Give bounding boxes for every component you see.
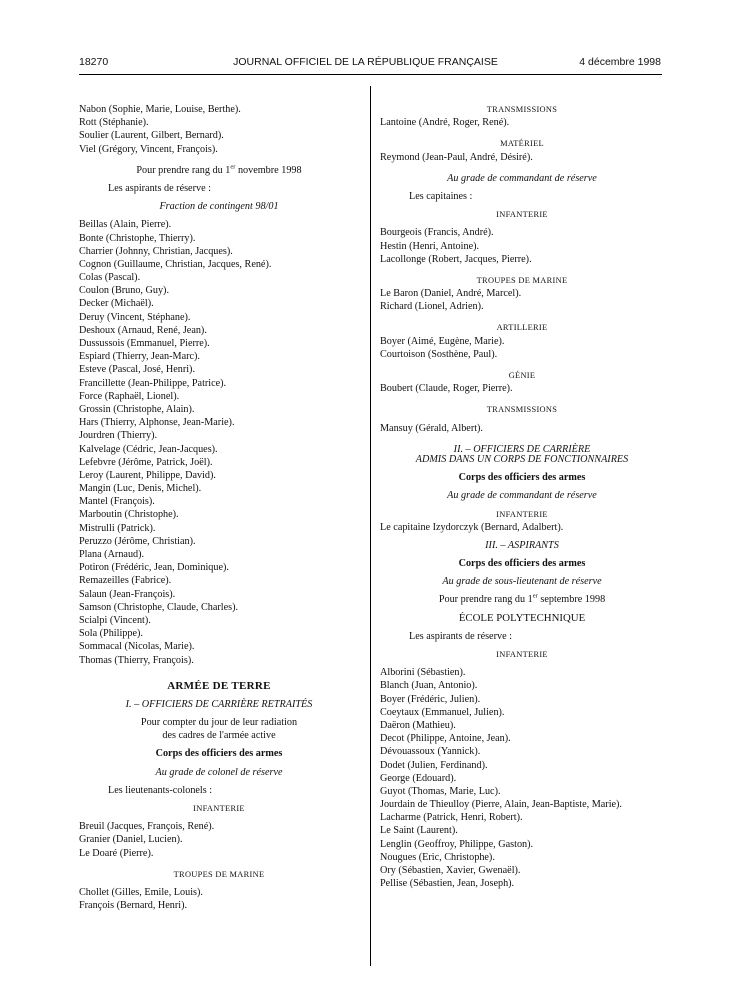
list-item: Decker (Michaël).	[79, 298, 154, 310]
aspirants-heading: Les aspirants de réserve :	[108, 182, 211, 194]
list-item: Leroy (Laurent, Philippe, David).	[79, 469, 216, 481]
name-list	[380, 226, 664, 266]
list-item: Rott (Stéphanie).	[79, 117, 149, 129]
grade-heading: Au grade de commandant de réserve	[447, 490, 597, 502]
list-item: Grossin (Christophe, Alain).	[79, 403, 195, 415]
list-item: Mansuy (Gérald, Albert).	[380, 422, 483, 434]
page-number: 18270	[79, 56, 109, 68]
fraction-heading: Fraction de contingent 98/01	[159, 201, 279, 213]
armee-title: ARMÉE DE TERRE	[167, 679, 271, 692]
list-item: Bonte (Christophe, Thierry).	[79, 232, 196, 244]
list-item: Pellise (Sébastien, Jean, Joseph).	[380, 878, 515, 890]
list-item: Kalvelage (Cédric, Jean-Jacques).	[79, 443, 218, 455]
list-item: Decot (Philippe, Antoine, Jean).	[380, 733, 511, 745]
list-item: François (Bernard, Henri).	[79, 900, 188, 912]
section-title: III. – ASPIRANTS	[485, 539, 559, 551]
list-item: Dévouassoux (Yannick).	[380, 746, 481, 758]
list-item: Hars (Thierry, Alphonse, Jean-Marie).	[79, 417, 235, 429]
list-item: Le Saint (Laurent).	[380, 825, 458, 837]
list-item: Jourdren (Thierry).	[79, 430, 158, 442]
list-item: Cognon (Guillaume, Christian, Jacques, René).	[79, 258, 272, 270]
radiation-line-2: des cadres de l'armée active	[162, 730, 276, 742]
rank-line: Pour prendre rang du 1er novembre 1998	[136, 163, 302, 176]
grade-heading: Au grade de commandant de réserve	[447, 172, 597, 184]
list-item: Hestin (Henri, Antoine).	[380, 240, 480, 252]
name-list	[79, 218, 359, 666]
list-item: Viel (Grégory, Vincent, François).	[79, 143, 218, 155]
name-list	[380, 666, 664, 890]
name-list	[79, 103, 359, 156]
list-item: Courtoison (Sosthène, Paul).	[380, 348, 498, 360]
list-item: Espiard (Thierry, Jean-Marc).	[79, 351, 200, 363]
list-item: Deshoux (Arnaud, René, Jean).	[79, 324, 207, 336]
arm-heading: INFANTERIE	[193, 804, 245, 813]
arm-heading: MATÉRIEL	[500, 139, 544, 149]
list-item: Force (Raphaël, Lionel).	[79, 390, 180, 402]
list-item: Boyer (Aimé, Eugène, Marie).	[380, 335, 505, 347]
list-item: Reymond (Jean-Paul, André, Désiré).	[380, 151, 533, 163]
list-item: Lefebvre (Jérôme, Patrick, Joël).	[79, 456, 213, 468]
list-item: Colas (Pascal).	[79, 272, 141, 284]
name-list	[79, 886, 359, 912]
list-item: Peruzzo (Jérôme, Christian).	[79, 535, 196, 547]
school-heading: ÉCOLE POLYTECHNIQUE	[458, 611, 586, 624]
list-item: Samson (Christophe, Claude, Charles).	[79, 601, 239, 613]
arm-heading: INFANTERIE	[496, 210, 548, 220]
list-item: Guyot (Thomas, Marie, Luc).	[380, 785, 501, 797]
arm-heading: GÉNIE	[508, 371, 536, 380]
column-divider	[370, 86, 371, 966]
list-item: Marboutin (Christophe).	[79, 509, 179, 521]
list-item: Lacharme (Patrick, Henri, Robert).	[380, 812, 523, 824]
list-item: Boubert (Claude, Roger, Pierre).	[380, 383, 513, 395]
list-item: Boyer (Frédéric, Julien).	[380, 693, 481, 705]
list-item: Sola (Philippe).	[79, 628, 143, 640]
list-item: Mistrulli (Patrick).	[79, 522, 156, 534]
list-item: Ory (Sébastien, Xavier, Gwenaël).	[380, 865, 521, 876]
list-item: Thomas (Thierry, François).	[79, 654, 194, 666]
list-item: Nabon (Sophie, Marie, Louise, Berthe).	[79, 104, 241, 115]
list-item: Lenglin (Geoffroy, Philippe, Gaston).	[380, 838, 534, 850]
list-item: Alborini (Sébastien).	[380, 667, 466, 679]
list-item: Lantoine (André, Roger, René).	[380, 117, 510, 129]
grade-heading: Au grade de sous-lieutenant de réserve	[442, 576, 602, 588]
list-item: Remazeilles (Fabrice).	[79, 575, 172, 587]
list-item: Lacollonge (Robert, Jacques, Pierre).	[380, 253, 532, 265]
corps-heading: Corps des officiers des armes	[155, 748, 283, 760]
issue-date: 4 décembre 1998	[579, 56, 661, 68]
arm-heading: INFANTERIE	[496, 509, 548, 519]
grade-heading: Au grade de colonel de réserve	[155, 766, 283, 778]
list-item: Salaun (Jean-François).	[79, 588, 176, 600]
list-item: Mangin (Luc, Denis, Michel).	[79, 483, 202, 495]
list-item: Coulon (Bruno, Guy).	[79, 285, 169, 297]
list-item: Deruy (Vincent, Stéphane).	[79, 311, 191, 323]
section-title: II. – OFFICIERS DE CARRIÈRE	[453, 443, 591, 455]
list-item: Dussussois (Emmanuel, Pierre).	[79, 338, 210, 349]
list-item: Richard (Lionel, Adrien).	[380, 301, 484, 313]
list-item: Scialpi (Vincent).	[79, 614, 151, 626]
name-list	[79, 820, 359, 860]
list-item: George (Edouard).	[380, 772, 457, 784]
list-item: Charrier (Johnny, Christian, Jacques).	[79, 245, 233, 257]
list-item: Le Doaré (Pierre).	[79, 847, 154, 859]
list-item: Blanch (Juan, Antonio).	[380, 680, 478, 692]
left-column	[79, 103, 359, 912]
name-list	[380, 335, 664, 361]
list-item: Granier (Daniel, Lucien).	[79, 834, 183, 846]
list-item: Le Baron (Daniel, André, Marcel).	[380, 288, 522, 300]
list-item: Soulier (Laurent, Gilbert, Bernard).	[79, 130, 224, 142]
list-item: Bourgeois (Francis, André).	[380, 227, 494, 239]
header-rule	[79, 74, 662, 75]
arm-heading: TRANSMISSIONS	[486, 105, 558, 114]
arm-heading: TROUPES DE MARINE	[173, 869, 265, 879]
list-item: Le capitaine Izydorczyk (Bernard, Adalbert).	[380, 521, 564, 533]
arm-heading: ARTILLERIE	[496, 323, 548, 333]
corps-heading: Corps des officiers des armes	[458, 472, 586, 484]
rank-group-heading: Les lieutenants-colonels :	[108, 784, 213, 796]
section-title-2: ADMIS DANS UN CORPS DE FONCTIONNAIRES	[415, 453, 629, 465]
aspirants-heading: Les aspirants de réserve :	[409, 630, 512, 642]
section-title: I. – OFFICIERS DE CARRIÈRE RETRAITÉS	[125, 698, 313, 710]
journal-title: JOURNAL OFFICIEL DE LA RÉPUBLIQUE FRANÇAISE	[233, 56, 498, 68]
list-item: Jourdain de Thieulloy (Pierre, Alain, Jean-Baptiste, Marie).	[380, 799, 622, 811]
name-list	[380, 287, 664, 313]
list-item: Potiron (Frédéric, Jean, Dominique).	[79, 562, 229, 574]
list-item: Plana (Arnaud).	[79, 549, 145, 560]
list-item: Nougues (Eric, Christophe).	[380, 851, 495, 863]
arm-heading: TRANSMISSIONS	[486, 405, 558, 415]
list-item: Beillas (Alain, Pierre).	[79, 219, 172, 231]
page-header	[0, 56, 731, 70]
rank-group-heading: Les capitaines :	[409, 190, 473, 202]
list-item: Francillette (Jean-Philippe, Patrice).	[79, 377, 227, 389]
radiation-line-1: Pour compter du jour de leur radiation	[140, 717, 298, 729]
arm-heading: TROUPES DE MARINE	[476, 275, 568, 285]
list-item: Daëron (Mathieu).	[380, 719, 456, 731]
corps-heading: Corps des officiers des armes	[458, 558, 586, 570]
right-column	[380, 103, 664, 890]
list-item: Breuil (Jacques, François, René).	[79, 821, 215, 833]
list-item: Sommacal (Nicolas, Marie).	[79, 641, 195, 653]
list-item: Esteve (Pascal, José, Henri).	[79, 364, 195, 376]
arm-heading: INFANTERIE	[496, 650, 548, 659]
list-item: Chollet (Gilles, Emile, Louis).	[79, 886, 203, 898]
list-item: Coeytaux (Emmanuel, Julien).	[380, 706, 505, 718]
list-item: Mantel (François).	[79, 496, 155, 508]
list-item: Dodet (Julien, Ferdinand).	[380, 759, 488, 771]
rank-line: Pour prendre rang du 1er septembre 1998	[438, 593, 606, 606]
